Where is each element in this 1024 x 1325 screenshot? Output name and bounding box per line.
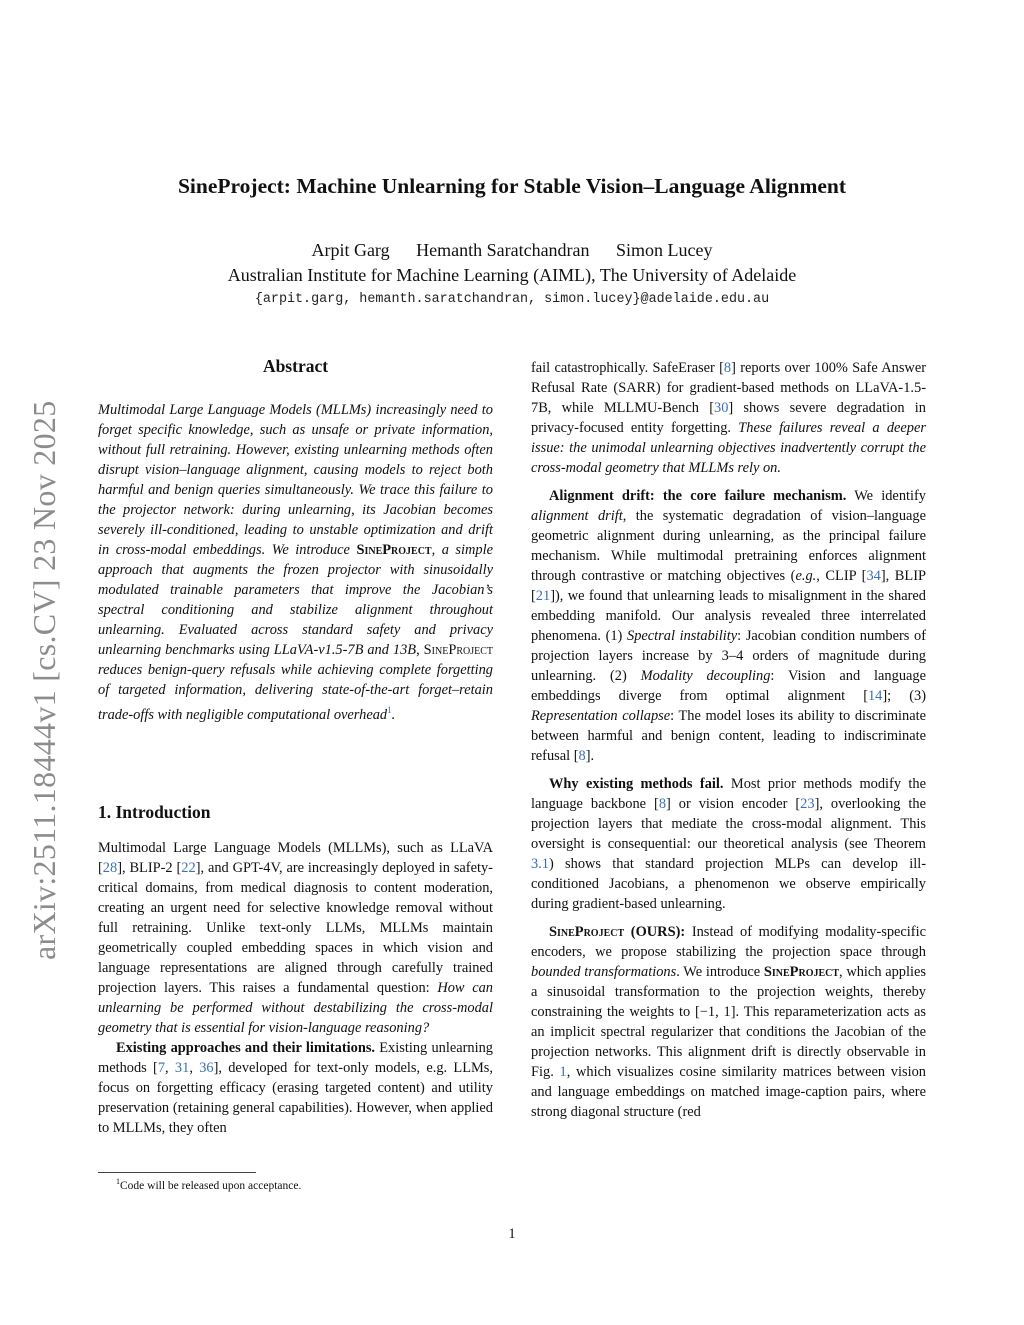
text: ]), we found that unlearning leads to misalignment in the shared embedding manifold. Our analysis revealed three interrelated phenomena. (1) bbox=[531, 588, 926, 644]
footnote-text: Code will be released upon acceptance. bbox=[120, 1179, 302, 1192]
abstract-body bbox=[98, 400, 493, 725]
paragraph bbox=[531, 358, 926, 478]
citation-link[interactable]: 14 bbox=[867, 688, 883, 704]
text: , the systematic degradation of vision–language geometric alignment during unlearning, as the principal failure mechanism. While multimodal pretraining enforces alignment through contrastive or matching objectives ( bbox=[531, 508, 926, 584]
text: Existing unlearning methods [ bbox=[98, 1040, 493, 1076]
text: : Vision and language embeddings diverge from optimal alignment [ bbox=[531, 668, 926, 704]
paper-title: SineProject: Machine Unlearning for Stable Vision–Language Alignment bbox=[177, 174, 847, 198]
emphasis: Representation collapse bbox=[531, 708, 671, 724]
text: ], BLIP-2 [ bbox=[117, 860, 182, 876]
method-name: SineProject bbox=[423, 642, 493, 658]
section-heading-introduction: 1. Introduction bbox=[98, 802, 211, 822]
text: ], developed for text-only models, e.g. LLMs, focus on forgetting efficacy (erasing targeted content) and utility preservation (retaining general capabilities). However, when applied to MLLMs, they often bbox=[98, 1060, 493, 1136]
citation-link[interactable]: 22 bbox=[181, 860, 196, 876]
text: Most prior methods modify the language backbone [ bbox=[531, 776, 926, 812]
emphasis: Modality decoupling bbox=[640, 668, 771, 684]
citation-link[interactable]: 23 bbox=[800, 796, 815, 812]
author-list bbox=[0, 240, 1024, 261]
text: ) shows that standard projection MLPs can develop ill-conditioned Jacobians, a phenomenon we observe empirically during gradient-based unlearning. bbox=[531, 856, 926, 912]
paragraph-heading: Why existing methods fail. bbox=[549, 776, 724, 792]
text: ], overlooking the projection layers that mediate the cross-modal alignment. This oversight is consequential: our theoretical analysis (see Theorem bbox=[531, 796, 927, 852]
right-column bbox=[531, 358, 926, 1122]
citation-link[interactable]: 31 bbox=[174, 1060, 190, 1076]
affiliation: Australian Institute for Machine Learning (AIML), The University of Adelaide bbox=[227, 265, 797, 285]
text: ] shows severe degradation in privacy-focused entity forgetting. bbox=[531, 400, 926, 436]
footnote bbox=[116, 1177, 301, 1192]
emphasis: e.g. bbox=[795, 568, 817, 584]
text: fail catastrophically. SafeEraser [ bbox=[531, 360, 724, 376]
text: . This reparameterization acts as an implicit spectral regularizer that conditions the Jacobian of the projection networks. This alignment drift is directly observable in Fig. bbox=[531, 1004, 926, 1080]
footnote-mark: 1 bbox=[116, 1177, 120, 1186]
citation-link[interactable]: 7 bbox=[157, 1060, 166, 1076]
text: , bbox=[165, 1060, 175, 1076]
emphasis: alignment drift bbox=[531, 508, 623, 524]
paragraph bbox=[531, 922, 926, 1122]
emphasis: Spectral instability bbox=[627, 628, 738, 644]
citation-link[interactable]: 21 bbox=[535, 588, 551, 604]
text: , CLIP [ bbox=[816, 568, 867, 584]
abstract-heading: Abstract bbox=[262, 356, 329, 376]
paragraph bbox=[531, 486, 926, 766]
text: ]. bbox=[585, 748, 595, 764]
footnote-divider bbox=[98, 1172, 256, 1173]
text: Instead of modifying modality-specific encoders, we propose stabilizing the projection space through bbox=[531, 924, 926, 960]
paragraph-heading: Existing approaches and their limitations. bbox=[116, 1040, 376, 1056]
method-name: SineProject bbox=[356, 542, 432, 558]
author-name: Hemanth Saratchandran bbox=[416, 240, 590, 260]
author-emails: {arpit.garg, hemanth.saratchandran, simon.lucey}@adelaide.edu.au bbox=[254, 292, 770, 307]
author-name: Simon Lucey bbox=[616, 240, 713, 260]
citation-link[interactable]: 30 bbox=[714, 400, 729, 416]
method-name: SineProject bbox=[549, 924, 625, 940]
arxiv-identifier: arXiv:2511.18444v1 [cs.CV] 23 Nov 2025 bbox=[26, 400, 62, 960]
figure-link[interactable]: 1 bbox=[559, 1064, 567, 1080]
abstract-text: . bbox=[391, 706, 396, 723]
citation-link[interactable]: 34 bbox=[866, 568, 881, 584]
introduction-body bbox=[98, 838, 493, 1138]
citation-link[interactable]: 8 bbox=[578, 748, 586, 764]
emphasis: These failures reveal a deeper issue: the unimodal unlearning objectives inadvertently corrupt the cross-modal geometry that MLLMs rely on. bbox=[531, 420, 926, 476]
paragraph bbox=[531, 774, 926, 914]
paragraph-heading: (OURS): bbox=[624, 924, 686, 940]
text: ] reports over 100% Safe Answer Refusal Rate (SARR) for gradient-based methods on LLaVA-1.5-7B, while MLLMU-Bench [ bbox=[531, 360, 926, 416]
text: ], BLIP [ bbox=[531, 568, 926, 604]
author-name: Arpit Garg bbox=[311, 240, 390, 260]
text: ], and GPT-4V, are increasingly deployed in safety-critical domains, from medical diagnosis to content moderation, creating an urgent need for selective knowledge removal without full retraining. Unlike text-only LLMs, MLLMs maintain geometrically coupled embedding spaces in which vision and language representations are aligned through carefully trained projection layers. This raises a fundamental question: bbox=[98, 860, 493, 996]
text: ]; (3) bbox=[882, 688, 926, 704]
paragraph bbox=[98, 1038, 493, 1138]
text: , bbox=[189, 1060, 200, 1076]
citation-link[interactable]: 36 bbox=[199, 1060, 214, 1076]
text: . We introduce bbox=[676, 964, 764, 980]
theorem-link[interactable]: 3.1 bbox=[531, 856, 549, 872]
text: ] or vision encoder [ bbox=[666, 796, 801, 812]
text: : The model loses its ability to discriminate between harmful and benign content, leading to indiscriminate refusal [ bbox=[531, 708, 926, 764]
citation-link[interactable]: 8 bbox=[658, 796, 667, 812]
text: , which applies a sinusoidal transformation to the projection weights, thereby constraining the weights to bbox=[531, 964, 926, 1020]
paragraph-heading: Alignment drift: the core failure mechanism. bbox=[549, 488, 847, 504]
abstract-text: reduces benign-query refusals while achieving complete forgetting of targeted information, delivering state-of-the-art forget–retain trade-offs with negligible computational overhead bbox=[98, 662, 493, 723]
method-name: SineProject bbox=[763, 964, 840, 980]
page-number: 1 bbox=[508, 1226, 516, 1242]
text: We identify bbox=[846, 488, 926, 504]
text: , which visualizes cosine similarity matrices between vision and language embeddings on matched image-caption pairs, where strong diagonal structure (red bbox=[531, 1064, 926, 1120]
text: : Jacobian condition numbers of projection layers increase by 3–4 orders of magnitude during unlearning. (2) bbox=[531, 628, 926, 684]
abstract-text: , a simple approach that augments the frozen projector with sinusoidally modulated trainable parameters that improve the Jacobian’s spectral conditioning and stabilize alignment throughout unlearning. Evaluated across standard safety and privacy unlearning benchmarks using LLaVA-v1.5-7B and 13B, bbox=[98, 542, 494, 658]
math-interval: [−1, 1] bbox=[695, 1004, 736, 1020]
research-question: How can unlearning be performed without destabilizing the cross-modal geometry that is essential for vision-language reasoning? bbox=[98, 980, 494, 1036]
citation-link[interactable]: 8 bbox=[723, 360, 732, 376]
abstract-text: Multimodal Large Language Models (MLLMs) increasingly need to forget specific knowledge, such as unsafe or private information, without full retraining. However, existing unlearning methods often disrupt vision–language alignment, causing models to reject both harmful and benign queries simultaneously. We trace this failure to the projector network: during unlearning, its Jacobian becomes severely ill-conditioned, leading to unstable optimization and drift in cross-modal embeddings. We introduce bbox=[98, 402, 493, 558]
footnote-link[interactable]: 1 bbox=[387, 705, 392, 715]
paragraph bbox=[98, 838, 493, 1038]
text: Multimodal Large Language Models (MLLMs), such as LLaVA [ bbox=[98, 840, 493, 876]
citation-link[interactable]: 28 bbox=[102, 860, 118, 876]
emphasis: bounded transformations bbox=[531, 964, 677, 980]
